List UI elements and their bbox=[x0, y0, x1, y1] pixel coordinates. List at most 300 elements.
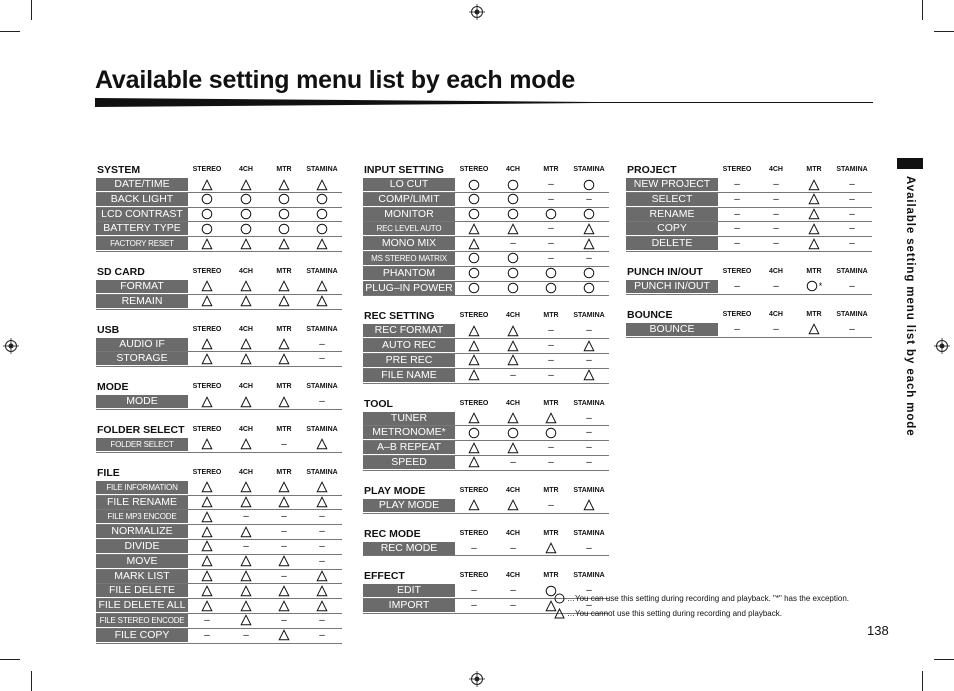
menu-item-label: PLUG–IN POWER bbox=[363, 282, 455, 295]
availability-cell bbox=[541, 208, 561, 221]
menu-section bbox=[626, 308, 872, 338]
triangle-icon bbox=[201, 238, 213, 250]
menu-item-label: FILE INFORMATION bbox=[96, 481, 188, 494]
menu-row bbox=[363, 252, 609, 267]
availability-cell bbox=[274, 395, 294, 408]
triangle-icon bbox=[278, 629, 290, 641]
triangle-icon bbox=[240, 353, 252, 365]
availability-cell: – bbox=[773, 193, 779, 205]
availability-cell: – bbox=[471, 600, 477, 612]
mode-header: STEREO bbox=[459, 572, 489, 580]
availability-cell: – bbox=[204, 629, 210, 641]
triangle-icon bbox=[316, 496, 328, 508]
section-header bbox=[96, 323, 342, 338]
availability-cell bbox=[541, 282, 561, 295]
availability-cell: – bbox=[773, 223, 779, 235]
availability-cell: – bbox=[734, 179, 740, 190]
circle-icon bbox=[201, 208, 213, 220]
availability-cell: – bbox=[510, 456, 516, 468]
triangle-icon bbox=[468, 499, 480, 511]
section-title: FILE bbox=[97, 466, 120, 479]
availability-cell: – bbox=[281, 438, 287, 450]
triangle-icon bbox=[507, 412, 519, 424]
availability-cell bbox=[464, 456, 484, 469]
availability-cell: – bbox=[510, 238, 516, 250]
section-title: EFFECT bbox=[364, 570, 405, 583]
triangle-icon bbox=[468, 412, 480, 424]
availability-cell bbox=[541, 426, 561, 439]
availability-cell: – bbox=[849, 223, 855, 235]
mode-header: STEREO bbox=[459, 312, 489, 320]
menu-item-label: PRE REC bbox=[363, 354, 455, 367]
mode-header: STAMINA bbox=[836, 166, 868, 173]
triangle-icon bbox=[240, 555, 252, 567]
availability-cell bbox=[197, 584, 217, 597]
availability-cell bbox=[274, 555, 294, 568]
menu-row bbox=[363, 237, 609, 252]
triangle-icon bbox=[240, 496, 252, 508]
circle-icon bbox=[278, 193, 290, 205]
availability-cell: – bbox=[734, 193, 740, 205]
mode-header: 4CH bbox=[238, 468, 253, 476]
availability-cell bbox=[197, 295, 217, 308]
circle-icon bbox=[240, 193, 252, 205]
menu-item-label: SELECT bbox=[626, 193, 718, 206]
section-title: PROJECT bbox=[627, 164, 677, 176]
availability-cell bbox=[464, 499, 484, 512]
menu-item-label: DELETE bbox=[626, 237, 718, 250]
menu-row bbox=[363, 542, 609, 557]
availability-cell bbox=[312, 481, 332, 494]
section-title: REC SETTING bbox=[364, 310, 435, 323]
availability-cell bbox=[541, 542, 561, 555]
triangle-icon bbox=[545, 542, 557, 554]
availability-cell: – bbox=[586, 193, 592, 205]
availability-cell: – bbox=[510, 600, 516, 612]
triangle-icon bbox=[240, 600, 252, 612]
mode-header: STEREO bbox=[192, 267, 222, 275]
availability-cell: – bbox=[548, 354, 554, 366]
mode-header: STAMINA bbox=[573, 486, 605, 494]
circle-icon bbox=[583, 267, 595, 279]
availability-cell bbox=[464, 412, 484, 425]
availability-cell: – bbox=[548, 252, 554, 264]
availability-cell bbox=[197, 496, 217, 509]
menu-row bbox=[96, 629, 342, 644]
circle-icon bbox=[468, 427, 480, 439]
circle-icon bbox=[545, 208, 557, 220]
page-title: Available setting menu list by each mode bbox=[95, 66, 576, 94]
menu-row bbox=[363, 499, 609, 514]
availability-cell: – bbox=[548, 193, 554, 205]
menu-section bbox=[363, 163, 609, 296]
menu-item-label: TUNER bbox=[363, 412, 455, 425]
triangle-icon bbox=[316, 570, 328, 582]
availability-cell bbox=[312, 570, 332, 583]
availability-cell bbox=[197, 352, 217, 365]
mode-header: 4CH bbox=[238, 425, 253, 433]
menu-item-label: STORAGE bbox=[96, 352, 188, 365]
mode-header: MTR bbox=[806, 166, 822, 173]
mode-header: STAMINA bbox=[306, 383, 338, 391]
legend-text: …You can use this setting during recording and playback. "*" has the exception. bbox=[567, 594, 850, 603]
section-header bbox=[96, 380, 342, 395]
availability-cell: – bbox=[281, 540, 287, 552]
availability-cell bbox=[236, 570, 256, 583]
availability-cell bbox=[236, 438, 256, 451]
menu-row bbox=[626, 222, 872, 237]
registration-mark-icon bbox=[934, 338, 950, 354]
triangle-icon bbox=[808, 323, 820, 335]
availability-cell bbox=[197, 555, 217, 568]
availability-cell bbox=[197, 280, 217, 293]
section-header bbox=[96, 163, 342, 178]
availability-cell: – bbox=[510, 369, 516, 381]
availability-cell bbox=[503, 499, 523, 512]
circle-icon bbox=[507, 179, 519, 191]
triangle-icon bbox=[316, 600, 328, 612]
mode-header: STAMINA bbox=[306, 468, 338, 476]
menu-item-label: MARK LIST bbox=[96, 570, 188, 583]
menu-column-3 bbox=[626, 163, 872, 351]
menu-row bbox=[96, 599, 342, 614]
availability-cell: – bbox=[586, 542, 592, 554]
menu-section bbox=[363, 527, 609, 557]
circle-icon bbox=[507, 208, 519, 220]
section-header bbox=[626, 308, 872, 323]
triangle-icon bbox=[316, 238, 328, 250]
mode-header: MTR bbox=[543, 529, 559, 537]
circle-icon bbox=[240, 208, 252, 220]
section-header bbox=[96, 265, 342, 280]
availability-cell: – bbox=[734, 280, 740, 292]
circle-icon bbox=[545, 267, 557, 279]
availability-cell: – bbox=[586, 456, 592, 468]
menu-row bbox=[363, 369, 609, 384]
availability-cell: – bbox=[849, 323, 855, 335]
menu-item-label: FORMAT bbox=[96, 280, 188, 293]
triangle-icon bbox=[468, 456, 480, 468]
availability-cell: – bbox=[243, 629, 249, 641]
mode-header: STAMINA bbox=[306, 166, 338, 173]
circle-icon bbox=[468, 282, 480, 294]
availability-cell: – bbox=[548, 499, 554, 511]
mode-header: MTR bbox=[543, 486, 559, 494]
availability-cell bbox=[503, 267, 523, 280]
availability-cell bbox=[236, 481, 256, 494]
availability-cell bbox=[503, 282, 523, 295]
availability-cell bbox=[579, 208, 599, 221]
triangle-icon bbox=[240, 280, 252, 292]
menu-item-label: REC MODE bbox=[363, 542, 455, 555]
menu-row bbox=[96, 338, 342, 353]
menu-section bbox=[96, 423, 342, 453]
mode-header: MTR bbox=[276, 383, 292, 391]
registration-mark-icon bbox=[3, 338, 19, 354]
availability-cell bbox=[236, 555, 256, 568]
menu-item-label: REMAIN bbox=[96, 295, 188, 308]
menu-item-label: A–B REPEAT bbox=[363, 441, 455, 454]
menu-item-label: EDIT bbox=[363, 584, 455, 597]
availability-cell: – bbox=[849, 238, 855, 250]
availability-cell: – bbox=[319, 526, 325, 538]
availability-cell bbox=[579, 339, 599, 352]
section-title: INPUT SETTING bbox=[364, 164, 444, 176]
availability-cell bbox=[236, 178, 256, 191]
availability-cell: – bbox=[586, 412, 592, 424]
menu-row bbox=[96, 295, 342, 310]
triangle-icon bbox=[201, 585, 213, 597]
mode-header: MTR bbox=[276, 166, 292, 173]
exception-mark: * bbox=[818, 281, 823, 292]
section-title: SYSTEM bbox=[97, 164, 141, 176]
circle-icon bbox=[201, 193, 213, 205]
menu-section bbox=[626, 163, 872, 252]
availability-cell: – bbox=[243, 540, 249, 552]
menu-item-label: DIVIDE bbox=[96, 540, 188, 553]
triangle-icon bbox=[507, 354, 519, 366]
availability-cell bbox=[197, 525, 217, 538]
circle-icon bbox=[583, 282, 595, 294]
triangle-icon bbox=[201, 396, 213, 408]
mode-header: MTR bbox=[276, 425, 292, 433]
menu-row bbox=[96, 237, 342, 252]
availability-cell bbox=[503, 426, 523, 439]
mode-header: STAMINA bbox=[573, 529, 605, 537]
availability-cell bbox=[197, 222, 217, 235]
availability-cell bbox=[274, 295, 294, 308]
menu-row bbox=[363, 208, 609, 223]
availability-cell bbox=[804, 178, 824, 191]
triangle-icon bbox=[240, 238, 252, 250]
mode-header: 4CH bbox=[505, 312, 520, 320]
availability-cell bbox=[236, 208, 256, 221]
menu-item-label: COMP/LIMIT bbox=[363, 193, 455, 206]
availability-cell: – bbox=[734, 238, 740, 250]
availability-cell bbox=[236, 599, 256, 612]
menu-row bbox=[626, 237, 872, 252]
triangle-icon bbox=[468, 238, 480, 250]
mode-header: MTR bbox=[806, 267, 822, 275]
triangle-icon bbox=[468, 442, 480, 454]
circle-icon bbox=[507, 252, 519, 264]
menu-item-label: AUTO REC bbox=[363, 339, 455, 352]
availability-cell bbox=[197, 438, 217, 451]
crop-mark bbox=[934, 31, 954, 32]
menu-item-label: FILE RENAME bbox=[96, 496, 188, 509]
menu-item-label: BACK LIGHT bbox=[96, 193, 188, 206]
menu-item-label: REC FORMAT bbox=[363, 324, 455, 337]
menu-item-label: BATTERY TYPE bbox=[96, 222, 188, 235]
availability-cell bbox=[804, 237, 824, 250]
triangle-icon bbox=[240, 570, 252, 582]
crop-mark bbox=[934, 659, 954, 660]
menu-row bbox=[626, 208, 872, 223]
menu-row bbox=[96, 193, 342, 208]
menu-row bbox=[96, 510, 342, 525]
triangle-icon bbox=[278, 496, 290, 508]
availability-cell bbox=[312, 178, 332, 191]
availability-cell bbox=[312, 222, 332, 235]
menu-section bbox=[363, 484, 609, 514]
menu-item-label: LO CUT bbox=[363, 178, 455, 191]
availability-cell: – bbox=[204, 614, 210, 626]
triangle-icon bbox=[808, 223, 820, 235]
side-tab-marker bbox=[897, 158, 923, 169]
menu-row bbox=[96, 208, 342, 223]
menu-row bbox=[363, 339, 609, 354]
circle-icon bbox=[507, 427, 519, 439]
section-header bbox=[626, 265, 872, 280]
availability-cell bbox=[464, 339, 484, 352]
mode-header: 4CH bbox=[768, 166, 783, 173]
mode-header: 4CH bbox=[238, 267, 253, 275]
availability-cell bbox=[464, 441, 484, 454]
menu-row bbox=[363, 456, 609, 471]
availability-cell bbox=[464, 354, 484, 367]
circle-icon bbox=[554, 593, 565, 604]
availability-cell bbox=[274, 481, 294, 494]
availability-cell bbox=[197, 395, 217, 408]
triangle-icon bbox=[201, 511, 213, 523]
triangle-icon bbox=[240, 396, 252, 408]
triangle-icon bbox=[278, 555, 290, 567]
section-header bbox=[96, 423, 342, 438]
mode-header: MTR bbox=[276, 267, 292, 275]
triangle-icon bbox=[468, 340, 480, 352]
triangle-icon bbox=[278, 481, 290, 493]
circle-icon bbox=[468, 208, 480, 220]
availability-cell bbox=[464, 282, 484, 295]
menu-item-label: PLAY MODE bbox=[363, 499, 455, 512]
availability-cell bbox=[503, 193, 523, 206]
triangle-icon bbox=[201, 600, 213, 612]
availability-cell bbox=[312, 584, 332, 597]
availability-cell bbox=[464, 193, 484, 206]
menu-row bbox=[363, 282, 609, 297]
availability-cell: – bbox=[319, 338, 325, 350]
mode-header: 4CH bbox=[505, 572, 520, 580]
mode-header: STAMINA bbox=[836, 267, 868, 275]
triangle-icon bbox=[808, 193, 820, 205]
mode-header: 4CH bbox=[505, 486, 520, 494]
triangle-icon bbox=[316, 179, 328, 191]
availability-cell bbox=[804, 280, 824, 293]
triangle-icon bbox=[316, 438, 328, 450]
menu-item-label: NEW PROJECT bbox=[626, 178, 718, 191]
circle-icon bbox=[507, 267, 519, 279]
availability-cell bbox=[312, 496, 332, 509]
menu-item-label: METRONOME* bbox=[363, 426, 455, 439]
menu-section bbox=[626, 265, 872, 295]
triangle-icon bbox=[201, 353, 213, 365]
triangle-icon bbox=[201, 179, 213, 191]
mode-header: STEREO bbox=[459, 486, 489, 494]
triangle-icon bbox=[583, 369, 595, 381]
section-title: SD CARD bbox=[97, 265, 145, 278]
availability-cell bbox=[312, 438, 332, 451]
legend-item-circle bbox=[554, 591, 849, 606]
availability-cell: – bbox=[548, 325, 554, 337]
availability-cell bbox=[236, 222, 256, 235]
menu-item-label: FILE MP3 ENCODE bbox=[96, 510, 188, 523]
availability-cell bbox=[541, 267, 561, 280]
mode-header: STEREO bbox=[459, 166, 489, 173]
availability-cell: – bbox=[471, 585, 477, 597]
menu-item-label: REC LEVEL AUTO bbox=[363, 222, 455, 235]
crop-mark bbox=[0, 659, 20, 660]
availability-cell bbox=[804, 193, 824, 206]
availability-cell bbox=[503, 178, 523, 191]
availability-cell: – bbox=[586, 442, 592, 454]
triangle-icon bbox=[468, 354, 480, 366]
triangle-icon bbox=[201, 280, 213, 292]
menu-item-label: DATE/TIME bbox=[96, 178, 188, 191]
availability-cell bbox=[274, 352, 294, 365]
triangle-icon bbox=[507, 223, 519, 235]
availability-cell: – bbox=[471, 542, 477, 554]
triangle-icon bbox=[583, 340, 595, 352]
section-header bbox=[363, 484, 609, 499]
mode-header: 4CH bbox=[768, 267, 783, 275]
section-title: PUNCH IN/OUT bbox=[627, 265, 703, 278]
triangle-icon bbox=[468, 369, 480, 381]
availability-cell bbox=[464, 369, 484, 382]
triangle-icon bbox=[201, 540, 213, 552]
menu-item-label: COPY bbox=[626, 222, 718, 235]
availability-cell bbox=[503, 441, 523, 454]
triangle-icon bbox=[278, 295, 290, 307]
section-title: BOUNCE bbox=[627, 308, 673, 321]
availability-cell bbox=[274, 629, 294, 642]
menu-row bbox=[96, 395, 342, 410]
availability-cell bbox=[312, 193, 332, 206]
menu-column-1 bbox=[96, 163, 342, 657]
availability-cell: – bbox=[510, 585, 516, 597]
availability-cell bbox=[464, 208, 484, 221]
triangle-icon bbox=[507, 499, 519, 511]
availability-cell bbox=[274, 222, 294, 235]
availability-cell bbox=[579, 267, 599, 280]
mode-header: STEREO bbox=[192, 166, 222, 173]
availability-cell bbox=[197, 570, 217, 583]
circle-icon bbox=[468, 179, 480, 191]
circle-icon bbox=[316, 223, 328, 235]
mode-header: STAMINA bbox=[836, 310, 868, 318]
mode-header: MTR bbox=[543, 312, 559, 320]
availability-cell bbox=[579, 369, 599, 382]
availability-cell: – bbox=[586, 325, 592, 337]
menu-item-label: IMPORT bbox=[363, 599, 455, 612]
mode-header: STAMINA bbox=[573, 166, 605, 173]
availability-cell: – bbox=[548, 456, 554, 468]
availability-cell: – bbox=[319, 511, 325, 523]
mode-header: STAMINA bbox=[306, 325, 338, 333]
availability-cell bbox=[464, 222, 484, 235]
availability-cell: – bbox=[548, 238, 554, 250]
circle-icon bbox=[316, 208, 328, 220]
availability-cell bbox=[236, 614, 256, 627]
availability-cell: – bbox=[849, 208, 855, 220]
menu-item-label: MODE bbox=[96, 395, 188, 408]
availability-cell bbox=[503, 252, 523, 265]
availability-cell bbox=[236, 584, 256, 597]
availability-cell: – bbox=[773, 238, 779, 250]
menu-row bbox=[363, 354, 609, 369]
availability-cell bbox=[274, 338, 294, 351]
menu-row bbox=[363, 267, 609, 282]
menu-item-label: FOLDER SELECT bbox=[96, 438, 188, 451]
